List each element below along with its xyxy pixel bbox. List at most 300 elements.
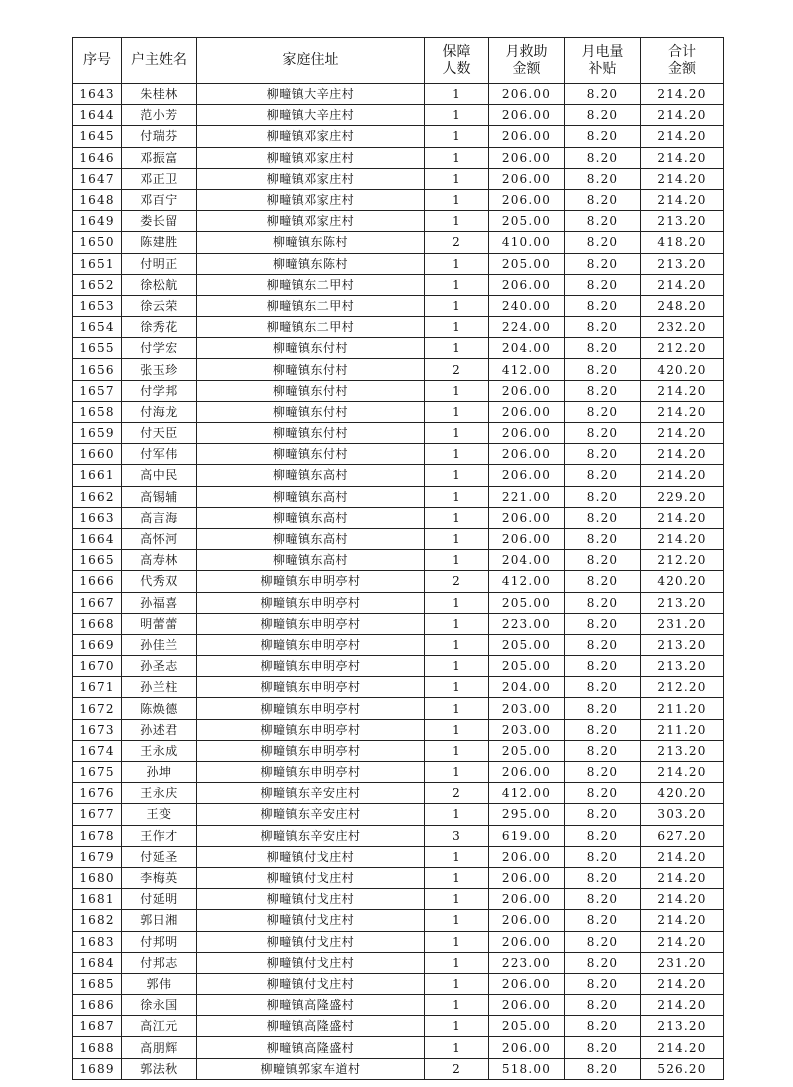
relief-cell: 206.00 xyxy=(489,105,565,126)
name-cell: 徐松航 xyxy=(122,274,197,295)
table-row xyxy=(73,274,724,295)
seq-cell: 1665 xyxy=(73,550,122,571)
address-cell: 柳疃镇东陈村 xyxy=(197,232,425,253)
address-cell: 柳疃镇东申明亭村 xyxy=(197,656,425,677)
power-cell: 8.20 xyxy=(565,1058,641,1079)
persons-cell: 1 xyxy=(425,719,489,740)
total-cell: 214.20 xyxy=(641,274,724,295)
seq-cell: 1671 xyxy=(73,677,122,698)
table-row xyxy=(73,507,724,528)
address-cell: 柳疃镇东辛安庄村 xyxy=(197,825,425,846)
power-cell: 8.20 xyxy=(565,634,641,655)
name-cell: 高怀河 xyxy=(122,528,197,549)
seq-cell: 1670 xyxy=(73,656,122,677)
relief-cell: 206.00 xyxy=(489,889,565,910)
seq-cell: 1656 xyxy=(73,359,122,380)
address-cell: 柳疃镇东辛安庄村 xyxy=(197,783,425,804)
relief-cell: 619.00 xyxy=(489,825,565,846)
total-cell: 232.20 xyxy=(641,317,724,338)
total-cell: 418.20 xyxy=(641,232,724,253)
seq-cell: 1674 xyxy=(73,740,122,761)
table-row xyxy=(73,359,724,380)
persons-cell: 1 xyxy=(425,677,489,698)
name-cell: 李梅英 xyxy=(122,867,197,888)
persons-cell: 1 xyxy=(425,317,489,338)
name-cell: 付海龙 xyxy=(122,401,197,422)
name-cell: 孙述君 xyxy=(122,719,197,740)
total-cell: 420.20 xyxy=(641,783,724,804)
address-cell: 柳疃镇东申明亭村 xyxy=(197,719,425,740)
name-cell: 王变 xyxy=(122,804,197,825)
relief-cell: 412.00 xyxy=(489,359,565,380)
address-cell: 柳疃镇东申明亭村 xyxy=(197,698,425,719)
name-cell: 付学宏 xyxy=(122,338,197,359)
relief-table xyxy=(72,37,724,1080)
total-cell: 214.20 xyxy=(641,84,724,105)
address-cell: 柳疃镇东付村 xyxy=(197,359,425,380)
total-cell: 214.20 xyxy=(641,189,724,210)
seq-cell: 1676 xyxy=(73,783,122,804)
name-cell: 王永庆 xyxy=(122,783,197,804)
table-row xyxy=(73,952,724,973)
total-cell: 214.20 xyxy=(641,910,724,931)
table-row xyxy=(73,317,724,338)
address-cell: 柳疃镇东申明亭村 xyxy=(197,634,425,655)
name-cell: 孙圣志 xyxy=(122,656,197,677)
seq-cell: 1669 xyxy=(73,634,122,655)
address-cell: 柳疃镇东付村 xyxy=(197,338,425,359)
relief-cell: 204.00 xyxy=(489,338,565,359)
total-cell: 526.20 xyxy=(641,1058,724,1079)
relief-cell: 206.00 xyxy=(489,995,565,1016)
table-row xyxy=(73,423,724,444)
persons-cell: 1 xyxy=(425,1016,489,1037)
relief-cell: 206.00 xyxy=(489,423,565,444)
relief-cell: 206.00 xyxy=(489,380,565,401)
power-cell: 8.20 xyxy=(565,317,641,338)
name-cell: 付天臣 xyxy=(122,423,197,444)
total-cell: 213.20 xyxy=(641,634,724,655)
relief-cell: 206.00 xyxy=(489,507,565,528)
total-cell: 214.20 xyxy=(641,528,724,549)
name-cell: 邓正卫 xyxy=(122,168,197,189)
address-cell: 柳疃镇东二甲村 xyxy=(197,295,425,316)
address-cell: 柳疃镇东申明亭村 xyxy=(197,740,425,761)
power-cell: 8.20 xyxy=(565,147,641,168)
persons-cell: 1 xyxy=(425,804,489,825)
address-cell: 柳疃镇东申明亭村 xyxy=(197,613,425,634)
table-row xyxy=(73,613,724,634)
persons-cell: 1 xyxy=(425,168,489,189)
table-row xyxy=(73,401,724,422)
relief-cell: 240.00 xyxy=(489,295,565,316)
relief-cell: 518.00 xyxy=(489,1058,565,1079)
persons-cell: 1 xyxy=(425,401,489,422)
address-cell: 柳疃镇东付村 xyxy=(197,444,425,465)
table-row xyxy=(73,295,724,316)
relief-cell: 206.00 xyxy=(489,846,565,867)
power-cell: 8.20 xyxy=(565,719,641,740)
header-address: 家庭住址 xyxy=(197,38,425,84)
persons-cell: 1 xyxy=(425,528,489,549)
persons-cell: 2 xyxy=(425,232,489,253)
seq-cell: 1663 xyxy=(73,507,122,528)
name-cell: 付明正 xyxy=(122,253,197,274)
persons-cell: 2 xyxy=(425,571,489,592)
power-cell: 8.20 xyxy=(565,804,641,825)
address-cell: 柳疃镇邓家庄村 xyxy=(197,211,425,232)
total-cell: 214.20 xyxy=(641,423,724,444)
relief-cell: 205.00 xyxy=(489,1016,565,1037)
header-persons-line2: 人数 xyxy=(442,60,471,77)
seq-cell: 1680 xyxy=(73,867,122,888)
relief-cell: 206.00 xyxy=(489,401,565,422)
table-body xyxy=(73,84,724,1080)
table-row xyxy=(73,571,724,592)
total-cell: 420.20 xyxy=(641,359,724,380)
persons-cell: 1 xyxy=(425,910,489,931)
relief-cell: 204.00 xyxy=(489,677,565,698)
relief-cell: 205.00 xyxy=(489,592,565,613)
table-row xyxy=(73,995,724,1016)
table-row xyxy=(73,211,724,232)
power-cell: 8.20 xyxy=(565,698,641,719)
address-cell: 柳疃镇付戈庄村 xyxy=(197,846,425,867)
name-cell: 高寿林 xyxy=(122,550,197,571)
power-cell: 8.20 xyxy=(565,380,641,401)
total-cell: 231.20 xyxy=(641,613,724,634)
seq-cell: 1679 xyxy=(73,846,122,867)
power-cell: 8.20 xyxy=(565,84,641,105)
total-cell: 214.20 xyxy=(641,380,724,401)
persons-cell: 1 xyxy=(425,253,489,274)
address-cell: 柳疃镇东申明亭村 xyxy=(197,762,425,783)
relief-cell: 205.00 xyxy=(489,740,565,761)
seq-cell: 1666 xyxy=(73,571,122,592)
table-row xyxy=(73,338,724,359)
name-cell: 王作才 xyxy=(122,825,197,846)
seq-cell: 1685 xyxy=(73,973,122,994)
address-cell: 柳疃镇东高村 xyxy=(197,507,425,528)
total-cell: 229.20 xyxy=(641,486,724,507)
power-cell: 8.20 xyxy=(565,338,641,359)
seq-cell: 1645 xyxy=(73,126,122,147)
table-row xyxy=(73,910,724,931)
table-row xyxy=(73,486,724,507)
seq-cell: 1650 xyxy=(73,232,122,253)
power-cell: 8.20 xyxy=(565,995,641,1016)
address-cell: 柳疃镇邓家庄村 xyxy=(197,189,425,210)
address-cell: 柳疃镇东付村 xyxy=(197,423,425,444)
seq-cell: 1678 xyxy=(73,825,122,846)
power-cell: 8.20 xyxy=(565,1037,641,1058)
header-relief-line1: 月救助 xyxy=(505,43,548,60)
total-cell: 211.20 xyxy=(641,698,724,719)
seq-cell: 1668 xyxy=(73,613,122,634)
power-cell: 8.20 xyxy=(565,105,641,126)
persons-cell: 2 xyxy=(425,783,489,804)
total-cell: 214.20 xyxy=(641,168,724,189)
table-row xyxy=(73,550,724,571)
relief-cell: 224.00 xyxy=(489,317,565,338)
relief-cell: 206.00 xyxy=(489,168,565,189)
total-cell: 627.20 xyxy=(641,825,724,846)
persons-cell: 1 xyxy=(425,889,489,910)
persons-cell: 1 xyxy=(425,189,489,210)
header-persons xyxy=(425,38,489,84)
address-cell: 柳疃镇东付村 xyxy=(197,380,425,401)
name-cell: 孙兰柱 xyxy=(122,677,197,698)
table-row xyxy=(73,973,724,994)
persons-cell: 1 xyxy=(425,465,489,486)
address-cell: 柳疃镇邓家庄村 xyxy=(197,126,425,147)
seq-cell: 1657 xyxy=(73,380,122,401)
table-row xyxy=(73,634,724,655)
seq-cell: 1683 xyxy=(73,931,122,952)
address-cell: 柳疃镇东二甲村 xyxy=(197,274,425,295)
persons-cell: 1 xyxy=(425,656,489,677)
relief-cell: 206.00 xyxy=(489,84,565,105)
seq-cell: 1687 xyxy=(73,1016,122,1037)
power-cell: 8.20 xyxy=(565,889,641,910)
table-row xyxy=(73,126,724,147)
address-cell: 柳疃镇邓家庄村 xyxy=(197,147,425,168)
name-cell: 郭日湘 xyxy=(122,910,197,931)
header-total xyxy=(641,38,724,84)
seq-cell: 1649 xyxy=(73,211,122,232)
seq-cell: 1664 xyxy=(73,528,122,549)
table-row xyxy=(73,189,724,210)
relief-cell: 221.00 xyxy=(489,486,565,507)
total-cell: 248.20 xyxy=(641,295,724,316)
seq-cell: 1655 xyxy=(73,338,122,359)
address-cell: 柳疃镇高隆盛村 xyxy=(197,995,425,1016)
address-cell: 柳疃镇付戈庄村 xyxy=(197,973,425,994)
persons-cell: 1 xyxy=(425,211,489,232)
power-cell: 8.20 xyxy=(565,592,641,613)
seq-cell: 1651 xyxy=(73,253,122,274)
table-row xyxy=(73,846,724,867)
total-cell: 214.20 xyxy=(641,1037,724,1058)
name-cell: 付延明 xyxy=(122,889,197,910)
name-cell: 高朋辉 xyxy=(122,1037,197,1058)
relief-cell: 206.00 xyxy=(489,867,565,888)
power-cell: 8.20 xyxy=(565,783,641,804)
power-cell: 8.20 xyxy=(565,1016,641,1037)
relief-cell: 206.00 xyxy=(489,973,565,994)
persons-cell: 1 xyxy=(425,931,489,952)
power-cell: 8.20 xyxy=(565,613,641,634)
total-cell: 213.20 xyxy=(641,656,724,677)
power-cell: 8.20 xyxy=(565,359,641,380)
relief-cell: 223.00 xyxy=(489,613,565,634)
header-relief-line2: 金额 xyxy=(512,60,541,77)
power-cell: 8.20 xyxy=(565,825,641,846)
name-cell: 孙坤 xyxy=(122,762,197,783)
persons-cell: 1 xyxy=(425,592,489,613)
total-cell: 214.20 xyxy=(641,931,724,952)
persons-cell: 1 xyxy=(425,740,489,761)
relief-cell: 295.00 xyxy=(489,804,565,825)
name-cell: 付学邦 xyxy=(122,380,197,401)
total-cell: 214.20 xyxy=(641,126,724,147)
persons-cell: 1 xyxy=(425,84,489,105)
power-cell: 8.20 xyxy=(565,528,641,549)
name-cell: 明蕾蕾 xyxy=(122,613,197,634)
total-cell: 211.20 xyxy=(641,719,724,740)
name-cell: 孙福喜 xyxy=(122,592,197,613)
total-cell: 420.20 xyxy=(641,571,724,592)
address-cell: 柳疃镇东付村 xyxy=(197,401,425,422)
power-cell: 8.20 xyxy=(565,550,641,571)
seq-cell: 1675 xyxy=(73,762,122,783)
table-row xyxy=(73,931,724,952)
table-row xyxy=(73,444,724,465)
name-cell: 徐云荣 xyxy=(122,295,197,316)
relief-cell: 203.00 xyxy=(489,698,565,719)
power-cell: 8.20 xyxy=(565,253,641,274)
header-relief xyxy=(489,38,565,84)
total-cell: 214.20 xyxy=(641,889,724,910)
total-cell: 214.20 xyxy=(641,465,724,486)
address-cell: 柳疃镇付戈庄村 xyxy=(197,931,425,952)
power-cell: 8.20 xyxy=(565,762,641,783)
total-cell: 214.20 xyxy=(641,507,724,528)
relief-cell: 206.00 xyxy=(489,931,565,952)
relief-cell: 205.00 xyxy=(489,634,565,655)
relief-cell: 203.00 xyxy=(489,719,565,740)
address-cell: 柳疃镇付戈庄村 xyxy=(197,867,425,888)
table-row xyxy=(73,762,724,783)
seq-cell: 1662 xyxy=(73,486,122,507)
persons-cell: 1 xyxy=(425,105,489,126)
power-cell: 8.20 xyxy=(565,401,641,422)
name-cell: 王永成 xyxy=(122,740,197,761)
address-cell: 柳疃镇付戈庄村 xyxy=(197,910,425,931)
relief-cell: 205.00 xyxy=(489,656,565,677)
table-row xyxy=(73,232,724,253)
table-header-row xyxy=(73,38,724,84)
seq-cell: 1682 xyxy=(73,910,122,931)
power-cell: 8.20 xyxy=(565,465,641,486)
seq-cell: 1647 xyxy=(73,168,122,189)
power-cell: 8.20 xyxy=(565,931,641,952)
table-row xyxy=(73,380,724,401)
table-row xyxy=(73,656,724,677)
relief-cell: 206.00 xyxy=(489,762,565,783)
name-cell: 高锡辅 xyxy=(122,486,197,507)
power-cell: 8.20 xyxy=(565,507,641,528)
seq-cell: 1660 xyxy=(73,444,122,465)
table-row xyxy=(73,253,724,274)
seq-cell: 1646 xyxy=(73,147,122,168)
total-cell: 214.20 xyxy=(641,995,724,1016)
total-cell: 214.20 xyxy=(641,444,724,465)
total-cell: 212.20 xyxy=(641,338,724,359)
table-row xyxy=(73,804,724,825)
table-row xyxy=(73,592,724,613)
seq-cell: 1652 xyxy=(73,274,122,295)
table-row xyxy=(73,465,724,486)
persons-cell: 1 xyxy=(425,762,489,783)
persons-cell: 1 xyxy=(425,846,489,867)
power-cell: 8.20 xyxy=(565,846,641,867)
table-row xyxy=(73,84,724,105)
power-cell: 8.20 xyxy=(565,189,641,210)
header-power-line1: 月电量 xyxy=(581,43,624,60)
persons-cell: 1 xyxy=(425,550,489,571)
table-row xyxy=(73,1058,724,1079)
relief-cell: 206.00 xyxy=(489,910,565,931)
persons-cell: 1 xyxy=(425,973,489,994)
persons-cell: 1 xyxy=(425,126,489,147)
address-cell: 柳疃镇郭家车道村 xyxy=(197,1058,425,1079)
total-cell: 213.20 xyxy=(641,740,724,761)
relief-cell: 205.00 xyxy=(489,211,565,232)
name-cell: 付邦志 xyxy=(122,952,197,973)
seq-cell: 1643 xyxy=(73,84,122,105)
total-cell: 213.20 xyxy=(641,211,724,232)
persons-cell: 1 xyxy=(425,380,489,401)
relief-cell: 205.00 xyxy=(489,253,565,274)
address-cell: 柳疃镇付戈庄村 xyxy=(197,952,425,973)
persons-cell: 1 xyxy=(425,147,489,168)
total-cell: 231.20 xyxy=(641,952,724,973)
seq-cell: 1688 xyxy=(73,1037,122,1058)
name-cell: 付瑞芬 xyxy=(122,126,197,147)
relief-cell: 204.00 xyxy=(489,550,565,571)
power-cell: 8.20 xyxy=(565,677,641,698)
relief-cell: 412.00 xyxy=(489,571,565,592)
address-cell: 柳疃镇东申明亭村 xyxy=(197,571,425,592)
power-cell: 8.20 xyxy=(565,211,641,232)
name-cell: 徐秀花 xyxy=(122,317,197,338)
address-cell: 柳疃镇东高村 xyxy=(197,550,425,571)
name-cell: 高江元 xyxy=(122,1016,197,1037)
relief-cell: 206.00 xyxy=(489,126,565,147)
persons-cell: 1 xyxy=(425,274,489,295)
name-cell: 付邦明 xyxy=(122,931,197,952)
seq-cell: 1658 xyxy=(73,401,122,422)
name-cell: 付延圣 xyxy=(122,846,197,867)
total-cell: 213.20 xyxy=(641,253,724,274)
seq-cell: 1677 xyxy=(73,804,122,825)
seq-cell: 1684 xyxy=(73,952,122,973)
address-cell: 柳疃镇东高村 xyxy=(197,528,425,549)
seq-cell: 1661 xyxy=(73,465,122,486)
power-cell: 8.20 xyxy=(565,126,641,147)
name-cell: 郭法秋 xyxy=(122,1058,197,1079)
table-row xyxy=(73,867,724,888)
seq-cell: 1659 xyxy=(73,423,122,444)
seq-cell: 1654 xyxy=(73,317,122,338)
relief-cell: 410.00 xyxy=(489,232,565,253)
persons-cell: 1 xyxy=(425,486,489,507)
seq-cell: 1644 xyxy=(73,105,122,126)
persons-cell: 1 xyxy=(425,295,489,316)
power-cell: 8.20 xyxy=(565,444,641,465)
persons-cell: 1 xyxy=(425,1037,489,1058)
name-cell: 高中民 xyxy=(122,465,197,486)
table-row xyxy=(73,1016,724,1037)
table-row xyxy=(73,1037,724,1058)
persons-cell: 1 xyxy=(425,423,489,444)
table-row xyxy=(73,719,724,740)
name-cell: 范小芳 xyxy=(122,105,197,126)
total-cell: 214.20 xyxy=(641,867,724,888)
total-cell: 214.20 xyxy=(641,973,724,994)
header-power xyxy=(565,38,641,84)
